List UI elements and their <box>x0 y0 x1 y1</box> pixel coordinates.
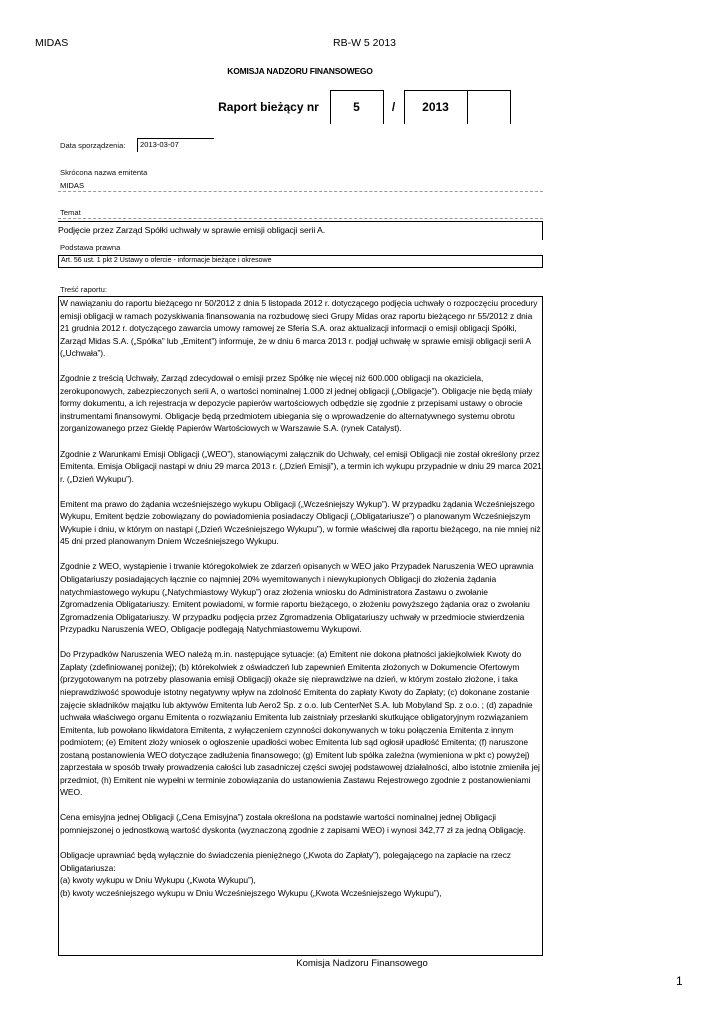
report-number-box <box>207 90 510 124</box>
header-issuer: MIDAS <box>35 37 69 49</box>
issuer-underline <box>58 191 543 192</box>
subject-label: Temat <box>60 208 81 217</box>
subject-value: Podjęcie przez Zarząd Spółki uchwały w sprawie emisji obligacji serii A. <box>58 225 326 235</box>
report-content <box>59 297 542 899</box>
page-number: 1 <box>676 974 683 988</box>
date-value: 2013-03-07 <box>137 138 214 152</box>
content-label: Treść raportu: <box>60 285 107 294</box>
report-separator: / <box>391 100 396 114</box>
legal-basis-value: Art. 56 ust. 1 pkt 2 Ustawy o ofercie - informacje bieżące i okresowe <box>61 257 272 264</box>
content-paragraph: Zgodnie z Warunkami Emisji Obligacji („WEO”), stanowiącymi załącznik do Uchwały, cel emisji Obligacji nie został określony przez Emitenta. Emisja Obligacji nastąpi w dniu 29 marca 2013 r. („Dzień Emisji”), a termin ich wykupu przypadnie w dniu 29 marca 2021 r. („Dzień Wykupu”). <box>60 448 542 484</box>
footer-authority: Komisja Nadzoru Finansowego <box>296 958 428 969</box>
legal-basis-label: Podstawa prawna <box>60 243 121 252</box>
subject-box <box>58 221 543 240</box>
content-paragraph: Cena emisyjna jednej Obligacji („Cena Emisyjna”) została określona na podstawie wartości nominalnej jednej Obligacji pomniejszonej o jednostkową wartość dyskonta (wyznaczoną zgodnie z zapisami WEO) i wynosi 342,77 zł za jedną Obligację. <box>60 812 526 835</box>
authority-title: KOMISJA NADZORU FINANSOWEGO <box>227 66 373 76</box>
content-paragraph: Zgodnie z treścią Uchwały, Zarząd zdecydował o emisji przez Spółkę nie więcej niż 600.000 obligacji na okaziciela, zerokuponowych, zabezpieczonych serii A, o wartości nominalnej 1.000 zł jednej obligacji („Obligacje”). Obligacje nie będą miały formy dokumentu, a ich rejestracja w depozycie papierów wartościowych odbędzie się zgodnie z przepisami ustawy o obrocie instrumentami finansowymi. Obligacje będą przedmiotem ubiegania się o wprowadzenie do alternatywnego systemu obrotu zorganizowanego przez Giełdę Papierów Wartościowych w Warszawie S.A. (rynek Catalyst). <box>60 373 533 434</box>
subject-divider <box>58 218 543 219</box>
issuer-label: Skrócona nazwa emitenta <box>60 168 148 177</box>
header-report-code: RB-W 5 2013 <box>333 37 397 49</box>
report-label: Raport bieżący nr <box>218 100 319 114</box>
report-number: 5 <box>353 100 360 114</box>
content-paragraph: Obligacje uprawniać będą wyłącznie do świadczenia pieniężnego („Kwota do Zapłaty”), polegającego na zapłacie na rzecz Obligatariusza: <box>60 850 511 873</box>
issuer-value: MIDAS <box>60 181 85 190</box>
content-paragraph: Zgodnie z WEO, wystąpienie i trwanie któregokolwiek ze zdarzeń opisanych w WEO jako Przypadek Naruszenia WEO uprawnia Obligatariuszy posiadających łącznie co najmniej 20% wyemitowanych i niewykupionych Obligacji do złożenia żądania natychmiastowego wykupu („Natychmiastowy Wykup”) oraz złożenia wniosku do Administratora Zastawu o zwołanie Zgromadzenia Obligatariuszy. Emitent powiadomi, w formie raportu bieżącego, o złożeniu powyższego żądania oraz o zwołaniu Zgromadzenia Obligatariuszy. W przypadku podjęcia przez Zgromadzenia Obligatariuszy uchwały w przedmiocie stwierdzenia Przypadku Naruszenia WEO, Obligacje podlegają Natychmiastowemu Wykupowi. <box>60 561 534 635</box>
date-label: Data sporządzenia: <box>60 141 126 150</box>
content-list-item: (b) kwoty wcześniejszego wykupu w Dniu Wcześniejszego Wykupu („Kwota Wcześniejszego Wykupu”), <box>60 887 442 898</box>
content-paragraph: W nawiązaniu do raportu bieżącego nr 50/2012 z dnia 5 listopada 2012 r. dotyczącego podjęcia uchwały o rozpoczęciu procedury emisji obligacji w ramach pozyskiwania finansowania na rozbudowę sieci Grupy Midas oraz raportu bieżącego nr 55/2012 z dnia 21 grudnia 2012 r. dotyczącego zawarcia umowy ramowej ze Sferia S.A. oraz aktualizacji informacji o emisji obligacji Spółki, Zarząd Midas S.A. („Spółka” lub „Emitent”) informuje, że w dniu 6 marca 2013 r. podjął uchwałę w sprawie emisji obligacji serii A („Uchwała”). <box>60 298 538 359</box>
content-list-item: (a) kwoty wykupu w Dniu Wykupu („Kwota Wykupu”), <box>60 875 256 886</box>
report-year: 2013 <box>422 100 449 114</box>
content-paragraph: Do Przypadków Naruszenia WEO należą m.in. następujące sytuacje: (a) Emitent nie dokona płatności jakiejkolwiek Kwoty do Zapłaty (zdefiniowanej poniżej); (b) którekolwiek z oświadczeń lub zapewnień Emitenta złożonych w Dokumencie Ofertowym (przygotowanym na potrzeby plasowania emisji Obligacji) okaże się nieprawdziwe na dzień, w którym zostało złożone, i taka nieprawdziwość spowoduje istotny negatywny wpływ na zdolność Emitenta do zapłaty Kwoty do Zapłaty; (c) dokonane zostanie zajęcie składników majątku lub aktywów Emitenta lub Aero2 Sp. z o.o. lub CenterNet S.A. lub Mobyland Sp. z o.o. ; (d) zapadnie uchwała właściwego organu Emitenta o rozwiązaniu Emitenta lub zaistniały przesłanki skutkujące obligatoryjnym rozwiązaniem Emitenta, lub powołano likwidatora Emitenta, z wyłączeniem czynności dokonywanych w toku połączenia Emitenta z innym podmiotem; (e) Emitent złoży wniosek o ogłoszenie upadłości wobec Emitenta lub sąd ogłosił upadłość Emitenta; (f) naruszone zostaną postanowienia WEO dotyczące zadłużenia finansowego; (g) Emitent lub spółka zależna (wymieniona w pkt c) powyżej) zaprzestała w sposób trwały prowadzenia całości lub zasadniczej części swojej podstawowej działalności, albo istotnie zmieniła jej przedmiot, (h) Emitent nie wypełni w terminie zobowiązania do ustanowienia Zastawu Rejestrowego zgodnie z postanowieniami WEO. <box>60 649 540 798</box>
legal-basis-box <box>58 255 543 268</box>
content-paragraph: Emitent ma prawo do żądania wcześniejszego wykupu Obligacji („Wcześniejszy Wykup”). W przypadku żądania Wcześniejszego Wykupu, Emitent będzie zobowiązany do powiadomienia posiadaczy Obligacji („Obligatariusze”) o planowanym Wcześniejszym Wykupie i dniu, w którym on nastąpi („Dzień Wcześniejszego Wykupu”), w formie właściwej dla raportu bieżącego, na nie mniej niż 45 dni przed planowanym Dniem Wcześniejszego Wykupu. <box>60 498 541 547</box>
report-content-box <box>58 296 543 956</box>
